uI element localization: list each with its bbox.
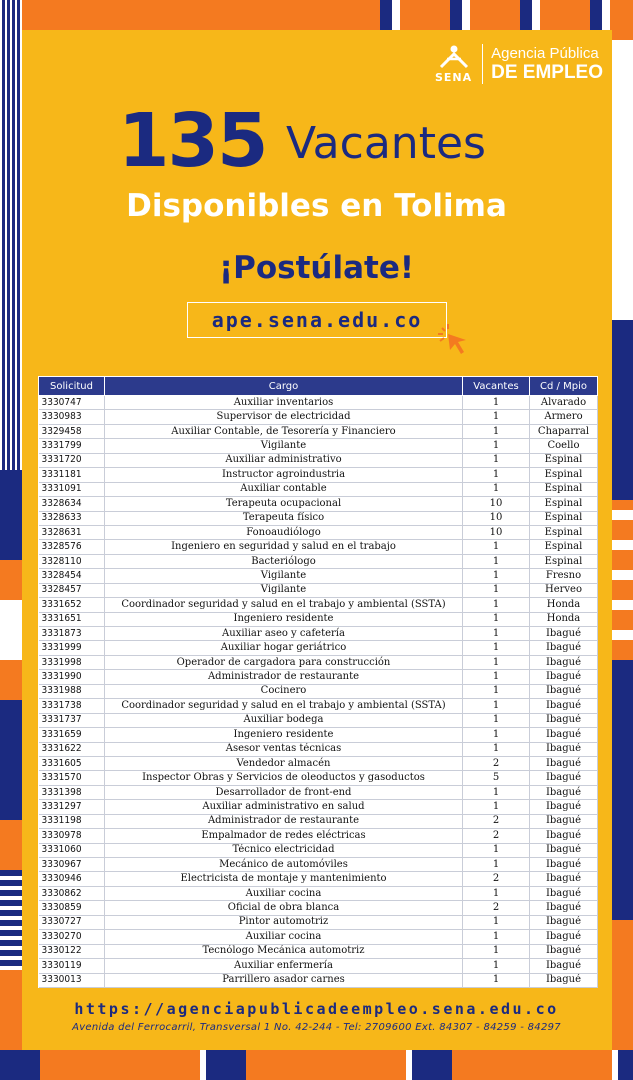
table-row [39, 872, 598, 886]
cell-cargo: Cocinero [105, 684, 463, 698]
footer-address: Avenida del Ferrocarril, Transversal 1 No. 42-244 - Tel: 2709600 Ext. 84307 - 84259 - 84297 [72, 1022, 561, 1033]
cell-municipio: Honda [530, 598, 598, 612]
decor-stripe [0, 1050, 633, 1080]
cell-solicitud: 3328454 [39, 569, 105, 583]
vacancy-count-label: Vacantes [286, 118, 486, 169]
cell-municipio: Ibagué [530, 771, 598, 785]
cell-solicitud: 3331060 [39, 843, 105, 857]
cell-solicitud: 3331398 [39, 785, 105, 799]
cell-vacantes: 1 [463, 742, 530, 756]
cell-cargo: Coordinador seguridad y salud en el trabajo y ambiental (SSTA) [105, 699, 463, 713]
cell-municipio: Ibagué [530, 886, 598, 900]
cell-municipio: Chaparral [530, 424, 598, 438]
cell-solicitud: 3330122 [39, 944, 105, 958]
cell-solicitud: 3331720 [39, 453, 105, 467]
cell-vacantes: 1 [463, 800, 530, 814]
cell-vacantes: 1 [463, 670, 530, 684]
cell-vacantes: 1 [463, 843, 530, 857]
cell-cargo: Vigilante [105, 569, 463, 583]
cell-cargo: Terapeuta ocupacional [105, 497, 463, 511]
decor-stripe [612, 320, 633, 500]
cell-cargo: Instructor agroindustria [105, 468, 463, 482]
cell-solicitud: 3330013 [39, 973, 105, 987]
cell-cargo: Fonoaudiólogo [105, 525, 463, 539]
cell-vacantes: 1 [463, 973, 530, 987]
cell-solicitud: 3328634 [39, 497, 105, 511]
table-row [39, 497, 598, 511]
cell-vacantes: 2 [463, 814, 530, 828]
cell-solicitud: 3330747 [39, 396, 105, 410]
cell-vacantes: 10 [463, 525, 530, 539]
table-row [39, 684, 598, 698]
cell-municipio: Ibagué [530, 858, 598, 872]
cell-cargo: Mecánico de automóviles [105, 858, 463, 872]
cell-solicitud: 3331988 [39, 684, 105, 698]
table-row [39, 742, 598, 756]
table-row [39, 814, 598, 828]
table-row [39, 598, 598, 612]
sena-person-icon [437, 45, 471, 71]
cell-cargo: Empalmador de redes eléctricas [105, 829, 463, 843]
decor-stripe [0, 470, 22, 560]
ape-url-link[interactable]: ape.sena.edu.co [187, 302, 447, 338]
cell-municipio: Ibagué [530, 829, 598, 843]
cell-cargo: Auxiliar contable [105, 482, 463, 496]
cell-solicitud: 3331738 [39, 699, 105, 713]
cell-municipio: Ibagué [530, 699, 598, 713]
cell-solicitud: 3330967 [39, 858, 105, 872]
cell-vacantes: 1 [463, 930, 530, 944]
hero-cta: ¡Postúlate! [218, 250, 415, 286]
cell-municipio: Ibagué [530, 641, 598, 655]
cell-cargo: Administrador de restaurante [105, 670, 463, 684]
cell-municipio: Fresno [530, 569, 598, 583]
cell-municipio: Ibagué [530, 901, 598, 915]
header-cargo: Cargo [105, 377, 463, 396]
table-row [39, 901, 598, 915]
cell-solicitud: 3331605 [39, 756, 105, 770]
cell-vacantes: 1 [463, 886, 530, 900]
cell-vacantes: 1 [463, 713, 530, 727]
cell-solicitud: 3331651 [39, 612, 105, 626]
cell-solicitud: 3331873 [39, 627, 105, 641]
cell-cargo: Auxiliar administrativo en salud [105, 800, 463, 814]
cell-cargo: Inspector Obras y Servicios de oleoductos y gasoductos [105, 771, 463, 785]
cell-solicitud: 3331799 [39, 439, 105, 453]
table-row [39, 728, 598, 742]
cell-solicitud: 3331652 [39, 598, 105, 612]
cell-municipio: Coello [530, 439, 598, 453]
decor-stripe [0, 600, 22, 660]
table-row [39, 453, 598, 467]
decor-stripe [0, 870, 22, 970]
hero-subtitle: Disponibles en Tolima [126, 188, 507, 224]
cell-vacantes: 1 [463, 424, 530, 438]
cell-cargo: Vendedor almacén [105, 756, 463, 770]
cell-cargo: Auxiliar cocina [105, 886, 463, 900]
cell-cargo: Auxiliar inventarios [105, 396, 463, 410]
cell-municipio: Espinal [530, 525, 598, 539]
cell-cargo: Desarrollador de front-end [105, 785, 463, 799]
decor-stripe [612, 500, 633, 660]
table-row [39, 973, 598, 987]
cell-cargo: Auxiliar hogar geriátrico [105, 641, 463, 655]
cell-vacantes: 1 [463, 684, 530, 698]
cell-municipio: Alvarado [530, 396, 598, 410]
agency-line2: DE EMPLEO [491, 62, 603, 83]
cell-municipio: Ibagué [530, 655, 598, 669]
cell-solicitud: 3331737 [39, 713, 105, 727]
cell-vacantes: 1 [463, 468, 530, 482]
cell-cargo: Auxiliar administrativo [105, 453, 463, 467]
cell-cargo: Auxiliar enfermería [105, 959, 463, 973]
cell-vacantes: 1 [463, 728, 530, 742]
vacancies-table-body [39, 396, 598, 988]
header-vacantes: Vacantes [463, 377, 530, 396]
cell-solicitud: 3330946 [39, 872, 105, 886]
table-row [39, 713, 598, 727]
table-row [39, 511, 598, 525]
cell-cargo: Ingeniero residente [105, 728, 463, 742]
agency-line1: Agencia Pública [491, 45, 599, 62]
table-row [39, 915, 598, 929]
cell-municipio: Ibagué [530, 915, 598, 929]
sena-wordmark: SENA [434, 70, 473, 84]
cell-vacantes: 1 [463, 453, 530, 467]
cell-solicitud: 3328457 [39, 583, 105, 597]
cursor-click-icon [436, 322, 470, 356]
cell-vacantes: 1 [463, 410, 530, 424]
cell-cargo: Vigilante [105, 439, 463, 453]
cell-vacantes: 1 [463, 959, 530, 973]
cell-vacantes: 1 [463, 482, 530, 496]
table-row [39, 410, 598, 424]
cell-cargo: Asesor ventas técnicas [105, 742, 463, 756]
table-row [39, 439, 598, 453]
cell-solicitud: 3330862 [39, 886, 105, 900]
cell-solicitud: 3331091 [39, 482, 105, 496]
table-row [39, 525, 598, 539]
cell-cargo: Auxiliar bodega [105, 713, 463, 727]
table-row [39, 641, 598, 655]
cell-municipio: Espinal [530, 497, 598, 511]
cell-municipio: Armero [530, 410, 598, 424]
cell-municipio: Ibagué [530, 670, 598, 684]
cell-vacantes: 1 [463, 858, 530, 872]
table-row [39, 424, 598, 438]
cell-cargo: Tecnólogo Mecánica automotriz [105, 944, 463, 958]
cell-vacantes: 1 [463, 554, 530, 568]
cell-cargo: Vigilante [105, 583, 463, 597]
cell-cargo: Ingeniero en seguridad y salud en el trabajo [105, 540, 463, 554]
cell-solicitud: 3328633 [39, 511, 105, 525]
cell-cargo: Coordinador seguridad y salud en el trabajo y ambiental (SSTA) [105, 598, 463, 612]
cell-solicitud: 3330983 [39, 410, 105, 424]
cell-municipio: Ibagué [530, 872, 598, 886]
cell-municipio: Herveo [530, 583, 598, 597]
cell-cargo: Bacteriólogo [105, 554, 463, 568]
header-municipio: Cd / Mpio [530, 377, 598, 396]
cell-solicitud: 3331990 [39, 670, 105, 684]
cell-cargo: Auxiliar Contable, de Tesorería y Financiero [105, 424, 463, 438]
cell-vacantes: 1 [463, 569, 530, 583]
cell-vacantes: 10 [463, 497, 530, 511]
table-row [39, 785, 598, 799]
cell-vacantes: 1 [463, 915, 530, 929]
table-row [39, 540, 598, 554]
cell-vacantes: 1 [463, 612, 530, 626]
cell-municipio: Honda [530, 612, 598, 626]
cell-vacantes: 1 [463, 641, 530, 655]
cell-solicitud: 3331570 [39, 771, 105, 785]
cell-solicitud: 3330727 [39, 915, 105, 929]
cell-municipio: Espinal [530, 468, 598, 482]
footer-url-link[interactable]: https://agenciapublicadeempleo.sena.edu.co [74, 1000, 559, 1018]
decor-stripe [330, 0, 633, 30]
cell-solicitud: 3330978 [39, 829, 105, 843]
cell-vacantes: 1 [463, 785, 530, 799]
logo-divider [482, 44, 483, 84]
cell-vacantes: 2 [463, 756, 530, 770]
table-row [39, 756, 598, 770]
table-row [39, 771, 598, 785]
cell-vacantes: 1 [463, 396, 530, 410]
cell-cargo: Terapeuta físico [105, 511, 463, 525]
table-row [39, 829, 598, 843]
cell-solicitud: 3328576 [39, 540, 105, 554]
cell-vacantes: 1 [463, 439, 530, 453]
cell-municipio: Espinal [530, 482, 598, 496]
table-row [39, 886, 598, 900]
cell-municipio: Ibagué [530, 973, 598, 987]
cell-solicitud: 3331659 [39, 728, 105, 742]
table-row [39, 569, 598, 583]
table-row [39, 554, 598, 568]
cell-solicitud: 3331998 [39, 655, 105, 669]
cell-municipio: Ibagué [530, 756, 598, 770]
cell-cargo: Pintor automotriz [105, 915, 463, 929]
cell-vacantes: 2 [463, 829, 530, 843]
cell-municipio: Espinal [530, 540, 598, 554]
table-row [39, 396, 598, 410]
decor-stripe [612, 660, 633, 920]
cell-cargo: Electricista de montaje y mantenimiento [105, 872, 463, 886]
cell-municipio: Espinal [530, 453, 598, 467]
cell-solicitud: 3328631 [39, 525, 105, 539]
table-row [39, 944, 598, 958]
table-row [39, 699, 598, 713]
table-row [39, 959, 598, 973]
cell-solicitud: 3331622 [39, 742, 105, 756]
cell-solicitud: 3328110 [39, 554, 105, 568]
cell-municipio: Ibagué [530, 814, 598, 828]
cell-vacantes: 1 [463, 598, 530, 612]
cell-municipio: Espinal [530, 554, 598, 568]
table-row [39, 800, 598, 814]
cell-cargo: Técnico electricidad [105, 843, 463, 857]
table-row [39, 627, 598, 641]
cell-solicitud: 3329458 [39, 424, 105, 438]
vacancy-count: 135 [118, 98, 267, 184]
cell-solicitud: 3330270 [39, 930, 105, 944]
table-row [39, 858, 598, 872]
cell-municipio: Espinal [530, 511, 598, 525]
cell-cargo: Operador de cargadora para construcción [105, 655, 463, 669]
cell-municipio: Ibagué [530, 944, 598, 958]
vacancies-table [38, 376, 597, 988]
cell-vacantes: 1 [463, 627, 530, 641]
decor-stripe [0, 0, 22, 470]
cell-municipio: Ibagué [530, 684, 598, 698]
table-row [39, 612, 598, 626]
cell-solicitud: 3330119 [39, 959, 105, 973]
cell-cargo: Administrador de restaurante [105, 814, 463, 828]
table-row [39, 583, 598, 597]
cell-vacantes: 1 [463, 583, 530, 597]
table-row [39, 655, 598, 669]
cell-municipio: Ibagué [530, 627, 598, 641]
table-row [39, 930, 598, 944]
cell-municipio: Ibagué [530, 930, 598, 944]
table-row [39, 843, 598, 857]
cell-municipio: Ibagué [530, 742, 598, 756]
cell-municipio: Ibagué [530, 785, 598, 799]
cell-cargo: Supervisor de electricidad [105, 410, 463, 424]
decor-stripe [0, 700, 22, 820]
cell-vacantes: 1 [463, 655, 530, 669]
cell-cargo: Auxiliar aseo y cafetería [105, 627, 463, 641]
cell-vacantes: 2 [463, 872, 530, 886]
sena-logo [435, 44, 603, 84]
cell-vacantes: 5 [463, 771, 530, 785]
cell-vacantes: 1 [463, 944, 530, 958]
cell-cargo: Auxiliar cocina [105, 930, 463, 944]
table-row [39, 482, 598, 496]
cell-solicitud: 3331198 [39, 814, 105, 828]
cell-cargo: Parrillero asador carnes [105, 973, 463, 987]
cell-cargo: Ingeniero residente [105, 612, 463, 626]
cell-vacantes: 1 [463, 540, 530, 554]
cell-municipio: Ibagué [530, 728, 598, 742]
cell-solicitud: 3330859 [39, 901, 105, 915]
cell-municipio: Ibagué [530, 959, 598, 973]
cell-vacantes: 10 [463, 511, 530, 525]
cell-vacantes: 1 [463, 699, 530, 713]
table-row [39, 468, 598, 482]
cell-municipio: Ibagué [530, 843, 598, 857]
cell-solicitud: 3331297 [39, 800, 105, 814]
cell-vacantes: 2 [463, 901, 530, 915]
cell-cargo: Oficial de obra blanca [105, 901, 463, 915]
cell-solicitud: 3331999 [39, 641, 105, 655]
table-row [39, 670, 598, 684]
header-solicitud: Solicitud [39, 377, 105, 396]
cell-municipio: Ibagué [530, 800, 598, 814]
cell-municipio: Ibagué [530, 713, 598, 727]
cell-solicitud: 3331181 [39, 468, 105, 482]
